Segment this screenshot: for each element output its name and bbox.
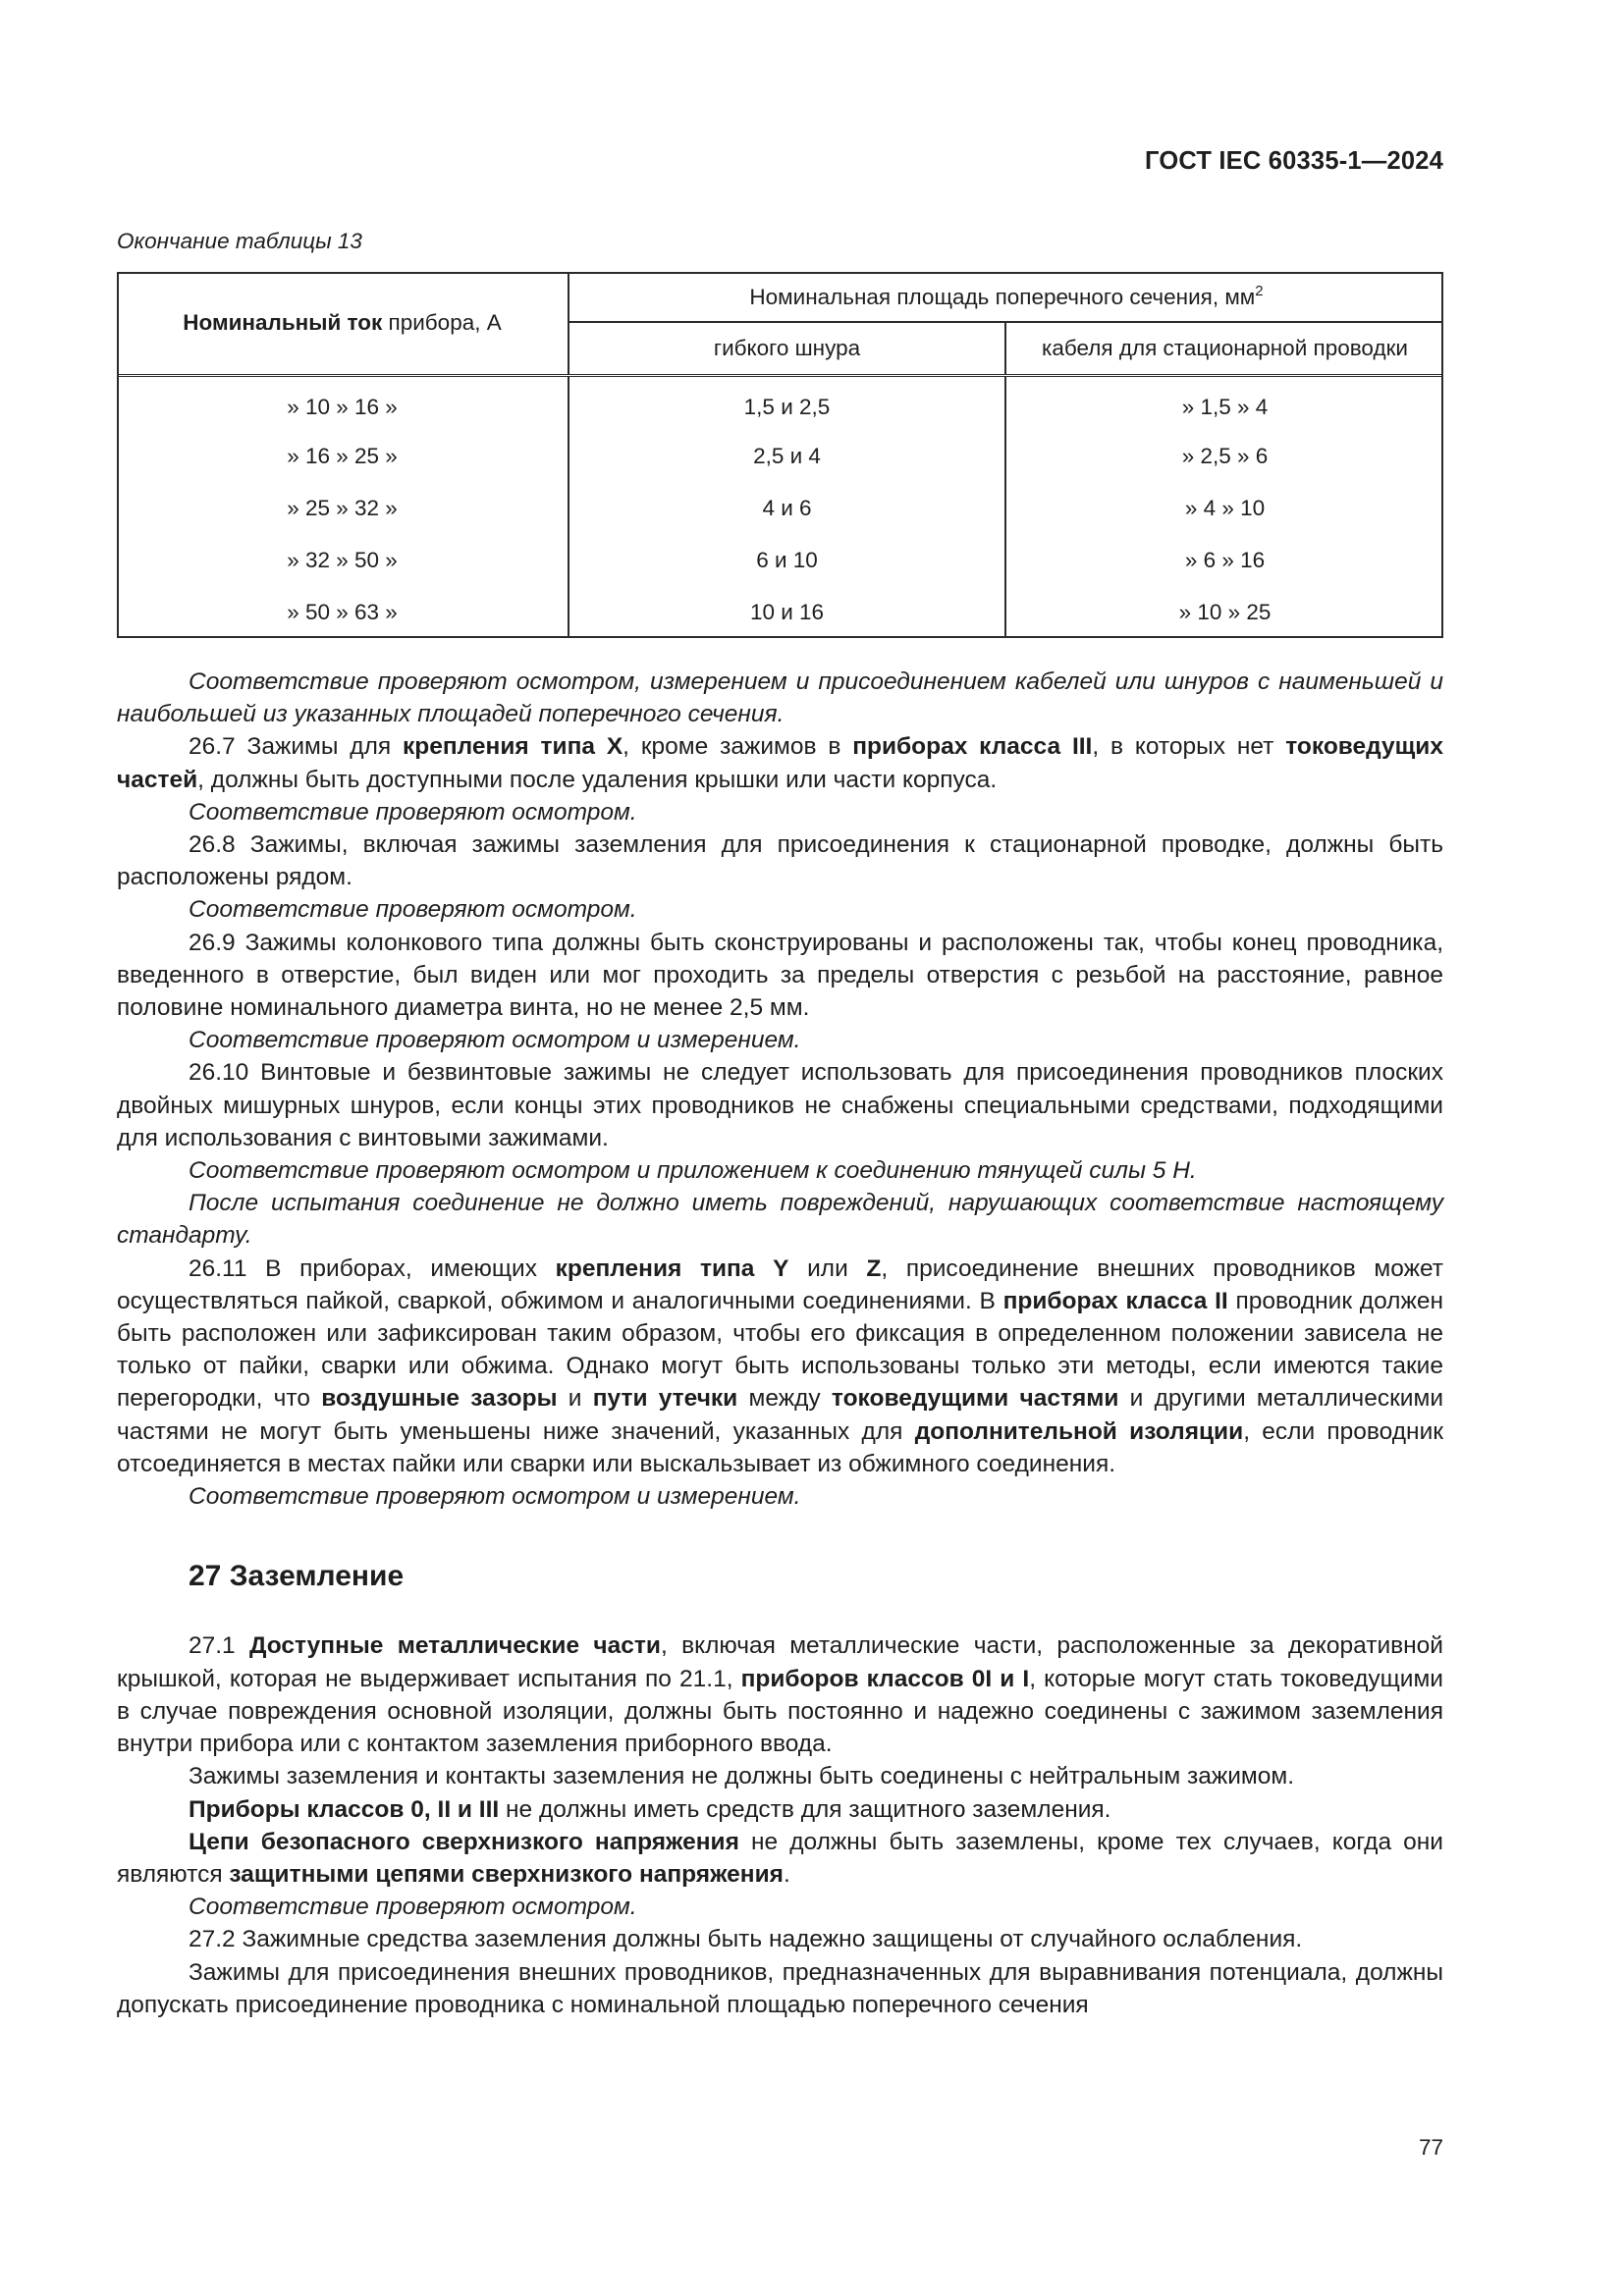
text-run: , если проводник отсоединяется в местах пайки или сварки или выскальзывает из обжимного соединения. bbox=[117, 1417, 1443, 1477]
bold-term: приборах класса II bbox=[1002, 1287, 1228, 1314]
paragraph bbox=[117, 1253, 1443, 1480]
page-number: 77 bbox=[1418, 2135, 1443, 2160]
cross-section-table bbox=[117, 272, 1443, 638]
paragraph: Зажимы для присоединения внешних проводников, предназначенных для выравнивания потенциала, должны допускать присоединение проводника с номинальной площадью поперечного сечения bbox=[117, 1958, 1443, 2018]
bold-term: токоведущих частей bbox=[117, 733, 1443, 793]
text-run: , должны быть доступными после удаления крышки или части корпуса. bbox=[197, 766, 998, 793]
text-run: и bbox=[557, 1385, 593, 1413]
bold-term: приборах класса III bbox=[852, 733, 1093, 761]
bold-term: токоведущими частями bbox=[831, 1385, 1119, 1413]
table-caption: Окончание таблицы 13 bbox=[117, 229, 362, 253]
table-cell: » 10 » 25 bbox=[1178, 599, 1272, 624]
bold-term: пути утечки bbox=[592, 1385, 738, 1413]
paragraph: Соответствие проверяют осмотром и измерением. bbox=[189, 1027, 801, 1054]
bold-term: Цепи безопасного сверхнизкого напряжения bbox=[189, 1828, 739, 1855]
paragraph: 26.9 Зажимы колонкового типа должны быть сконструированы и расположены так, чтобы конец проводника, введенного в отверстие, был виден или мог проходить за пределы отверстия с резьбой на расстояние, равное половине номинального диаметра винта, но не менее 2,5 мм. bbox=[117, 929, 1443, 1022]
paragraph: 26.10 Винтовые и безвинтовые зажимы не следует использовать для присоединения проводников плоских двойных мишурных шнуров, если концы этих проводников не снабжены специальными средствами, подходящими для использования с винтовыми зажимами. bbox=[117, 1059, 1443, 1151]
text-run: 27.1 bbox=[189, 1632, 250, 1660]
paragraph: 26.8 Зажимы, включая зажимы заземления для присоединения к стационарной проводке, должны быть расположены рядом. bbox=[117, 831, 1443, 891]
table-cell: » 4 » 10 bbox=[1184, 495, 1266, 520]
table-cell: 1,5 и 2,5 bbox=[568, 376, 1005, 431]
header-flexible-cord: гибкого шнура bbox=[568, 322, 1005, 376]
table-row bbox=[117, 482, 1443, 534]
bold-term: защитными цепями сверхнизкого напряжения bbox=[229, 1860, 784, 1888]
standard-code: ГОСТ IEC 60335-1—2024 bbox=[1145, 147, 1443, 175]
bold-term: воздушные зазоры bbox=[321, 1385, 558, 1413]
table-row bbox=[117, 586, 1443, 638]
bold-term: дополнительной изоляции bbox=[914, 1417, 1244, 1445]
table-row bbox=[117, 376, 1443, 431]
bold-term: приборов классов 0I и I bbox=[740, 1665, 1030, 1692]
bold-term: Приборы классов 0, II и III bbox=[189, 1795, 500, 1823]
paragraph: Соответствие проверяют осмотром. bbox=[189, 798, 637, 826]
paragraph: Соответствие проверяют осмотром, измерением и присоединением кабелей или шнуров с наименьшей и наибольшей из указанных площадей поперечного сечения. bbox=[117, 668, 1443, 728]
table-cell: 2,5 и 4 bbox=[568, 430, 1005, 482]
bold-term: крепления типа Y bbox=[555, 1255, 789, 1282]
paragraph: Соответствие проверяют осмотром. bbox=[189, 1894, 637, 1921]
paragraph: 27.2 Зажимные средства заземления должны быть надежно защищены от случайного ослабления. bbox=[189, 1926, 1303, 1953]
header-group-text: Номинальная площадь поперечного сечения, мм bbox=[749, 285, 1256, 309]
header-fixed-wiring-cable: кабеля для стационарной проводки bbox=[1005, 322, 1443, 376]
table-cell: » 2,5 » 6 bbox=[1181, 443, 1269, 468]
header-rated-current-rest: прибора, А bbox=[382, 310, 502, 335]
table-row bbox=[117, 430, 1443, 482]
table-cell: 6 и 10 bbox=[568, 534, 1005, 586]
bold-term: Доступные металлические части bbox=[249, 1632, 661, 1660]
section-heading: 27 Заземление bbox=[189, 1560, 405, 1593]
table-cell: » 25 » 32 » bbox=[117, 482, 568, 534]
bold-term: крепления типа X bbox=[403, 733, 623, 761]
bold-term: Z bbox=[866, 1255, 882, 1282]
text-run: между bbox=[737, 1385, 832, 1413]
text-run: , которые могут стать токоведущими в случае повреждения основной изоляции, должны быть постоянно и надежно соединены с зажимом заземления внутри прибора или с контактом заземления приборного ввода. bbox=[117, 1665, 1443, 1758]
paragraph: Соответствие проверяют осмотром и приложением к соединению тянущей силы 5 Н. bbox=[189, 1157, 1197, 1185]
paragraph: Соответствие проверяют осмотром и измерением. bbox=[189, 1483, 801, 1511]
paragraph: Зажимы заземления и контакты заземления не должны быть соединены с нейтральным зажимом. bbox=[189, 1763, 1295, 1790]
text-run: 26.7 Зажимы для bbox=[189, 733, 403, 761]
paragraph: Соответствие проверяют осмотром. bbox=[189, 896, 637, 924]
text-run: не должны иметь средств для защитного заземления. bbox=[499, 1795, 1111, 1823]
table-cell: » 10 » 16 » bbox=[117, 376, 568, 431]
text-run: не должны быть заземлены, кроме тех случаев, когда они являются bbox=[117, 1828, 1443, 1888]
paragraph bbox=[117, 1793, 1443, 1826]
text-run: , включая металлические части, расположенные за декоративной крышкой, которая не выдерживает испытания по 21.1, bbox=[117, 1632, 1443, 1692]
text-run: , кроме зажимов в bbox=[623, 733, 853, 761]
table-cell: » 6 » 16 bbox=[1184, 547, 1266, 572]
header-group-sup: 2 bbox=[1255, 283, 1264, 299]
text-run: . bbox=[783, 1860, 790, 1888]
text-run: , присоединение внешних проводников может осуществляться пайкой, сваркой, обжимом и аналогичными соединениями. В bbox=[117, 1255, 1444, 1314]
table-cell: » 50 » 63 » bbox=[117, 586, 568, 638]
table-row bbox=[117, 534, 1443, 586]
table-cell: 4 и 6 bbox=[568, 482, 1005, 534]
text-run: , в которых нет bbox=[1092, 733, 1286, 761]
text-run: проводник должен быть расположен или зафиксирован таким образом, чтобы его фиксация в определенном положении зависела не только от пайки, сварки или обжима. Однако могут быть использованы только эти методы, если имеются такие перегородки, что bbox=[117, 1287, 1444, 1413]
text-run: 26.11 В приборах, имеющих bbox=[189, 1255, 556, 1282]
text-run: или bbox=[788, 1255, 867, 1282]
body-text bbox=[117, 666, 1443, 2021]
header-rated-current bbox=[117, 272, 568, 376]
header-cross-section-group bbox=[568, 272, 1443, 322]
paragraph bbox=[117, 1826, 1443, 1891]
paragraph bbox=[117, 730, 1443, 795]
table-cell: » 1,5 » 4 bbox=[1181, 395, 1269, 419]
paragraph: После испытания соединение не должно иметь повреждений, нарушающих соответствие настоящему стандарту. bbox=[117, 1190, 1443, 1250]
text-run: и другими металлическими частями не могут быть уменьшены ниже значений, указанных для bbox=[117, 1385, 1444, 1445]
paragraph bbox=[117, 1629, 1443, 1760]
table-cell: 10 и 16 bbox=[568, 586, 1005, 638]
header-rated-current-bold: Номинальный ток bbox=[183, 310, 383, 335]
table-cell: » 16 » 25 » bbox=[117, 430, 568, 482]
table-cell: » 32 » 50 » bbox=[117, 534, 568, 586]
